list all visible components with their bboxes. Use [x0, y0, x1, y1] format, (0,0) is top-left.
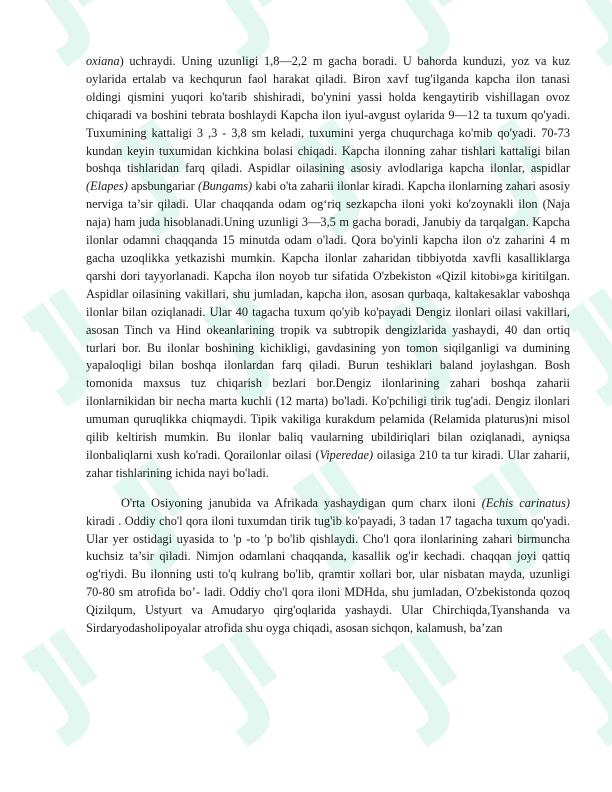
italic-term: Viperedae)	[319, 447, 374, 462]
text-run: kabi o'ta zaharii ilonlar kiradi. Kapcha ilonlarning zahari asosiy nerviga ta’sir qiladi. Ular chaqqanda odam og‘riq sezkapcha iloni yoki ko'zoynakli ilon (Naja naja) ham juda hisoblanadi.Uning uzunligi 3—3,5 m gacha boradi, Janubiy da tarqalgan. Kapcha ilonlar odamni chaqqanda 15 minutda odam o'ladi. Qora bo'yinli kapcha ilon o'z zaharini 4 m gacha uzoqlikka yetkazishi mumkin. Kapcha ilonlar zaharidan tibbiyotda xavfli kasalliklarga qarshi dori tayyorlanadi. Kapcha ilon noyob tur sifatida O'zbekiston «Qizil kitobi»ga kiritilgan. Aspidlar oilasining vakillari, shu jumladan, kapcha ilon, asosan qurbaqa, kaltakesaklar vaboshqa ilonlar bilan oziqlanadi. Ular 40 tagacha tuxum qo'yib ko'payadi Dengiz ilonlari oilasi vakillari, asosan Tinch va Hind okeanlarining tropik va subtropik dengizlarida yashaydi, 40 dan ortiq turlari bor. Bu ilonlar boshining kichikligi, gavdasining yon tomon siqilganligi va dumining yapaloqligi bilan boshqa ilonlardan farq qiladi. Burun teshiklari baland joylashgan. Bosh tomonida maxsus tuz chiqarish bezlari bor.Dengiz ilonlarining zahari boshqa zaharii ilonlarnikidan bir necha marta kuchli (12 marta) bo'ladi. Ko'pchiligi tirik tug'adi. Dengiz ilonlari umuman quruqlikka chiqmaydi. Tipik vakiliga kurakdum pelamida (Relamida platurus)ni misol qilib keltirish mumkin. Bu ilonlar baliq vaularning ubildiriqlari bilan oziqlanadi, ayniqsa ilonbaliqlarni xush ko'radi. Qorailonlar oilasi (	[86, 179, 570, 462]
italic-term: (Elapes)	[86, 179, 128, 194]
logo-hook-watermark	[190, 628, 301, 747]
document-body	[86, 53, 570, 638]
italic-term: oxiana	[86, 54, 120, 68]
italic-term: (Bungams)	[197, 179, 253, 194]
text-run: kiradi . Oddiy cho'l qora iloni tuxumdan tirik tug'ib ko'payadi, 3 tadan 17 tagacha tuxum qo'yadi. Ular yer ostidagi uyasida to 'p -to 'p bo'lib qishlaydi. Cho'l qora ilonlarining zahari birmuncha kuchsiz ta’sir qiladi. Nimjon odamlani chaqqanda, kasallik og'ir kechadi. chaqqan joyi qattiq og'riydi. Bu ilonning usti to'q kulrang bo'lib, qramtir xollari bor, ular nisbatan mayda, uzunligi 70-80 sm atrofida bo’- ladi. Oddiy cho'l qora iloni MDHda, shu jumladan, O'zbekistonda qozoq Qizilqum, Ustyurt va Amudaryo qirg'oqlarida yashaydi. Ular Chirchiqda,Tyanshanda va Sirdaryodasholipoyalar atrofida shu oyga chiqadi, asosan sichqon, kalamush, ba’zan	[86, 513, 570, 636]
logo-hook-watermark	[550, 628, 612, 747]
text-run: oilasiga 210 ta tur kiradi. Ular zaharii, zahar tishlarining ichida nayi bo'ladi.	[86, 447, 570, 480]
paragraph-1	[86, 53, 570, 483]
logo-hook-watermark	[10, 628, 121, 747]
text-run: ) uchraydi. Uning uzunligi 1,8—2,2 m gacha boradi. U bahorda kunduzi, yoz va kuz oylarida ertalab va kechqurun faol harakat qiladi. Biron xavf tug'ilganda kapcha ilon tanasi oldingi qismini yuqori ko'tarib shishiradi, bo'ynini yassi holda kengaytirib vishillagan ovoz chiqaradi va boshini tebrata boshlaydi Kapcha ilon iyul-avgust oylarida 9—12 ta tuxum qo'yadi. Tuxumining kattaligi 3 ,3 - 3,8 sm keladi, tuxumini yerga chuqurchaga ko'mib qo'yadi. 70-73 kundan keyin tuxumidan kichkina bolasi chiqadi. Kapcha ilonning zahar tishlari kattaligi bilan boshqa tishlaridan farq qiladi. Aspidlar oilasining asosiy avlodlariga kapcha ilonlar, aspidlar	[86, 54, 570, 176]
logo-hook-watermark	[370, 628, 481, 747]
text-run: apsbungariar	[127, 179, 198, 194]
paragraph-2	[86, 495, 570, 638]
italic-term: (Echis carinatus)	[481, 495, 570, 510]
text-run: O'rta Osiyoning janubida va Afrikada yashaydigan qum charx iloni	[121, 495, 482, 510]
